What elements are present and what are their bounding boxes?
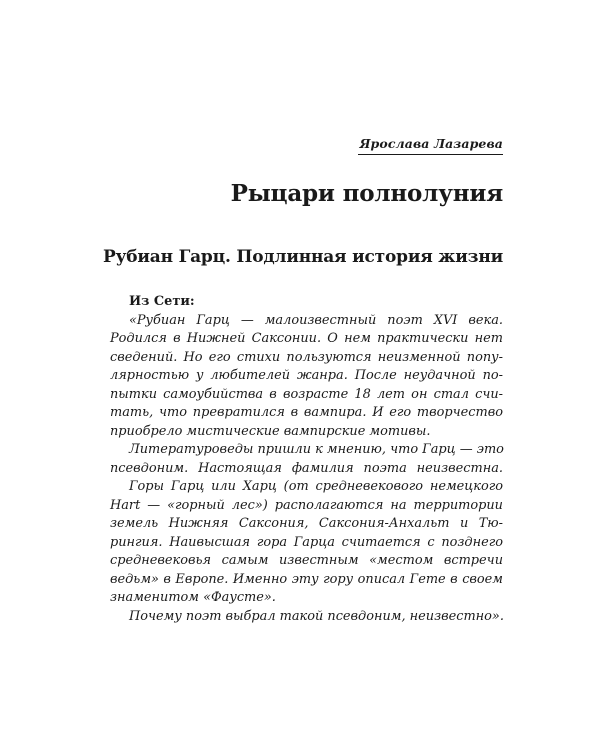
book-title: Рыцари полнолуния — [230, 180, 503, 207]
text-line: Литературоведы пришли к мнению, что Гарц — это — [129, 442, 504, 457]
text-line: «Рубиан Гарц — малоизвестный поэт XVI века. — [129, 312, 503, 328]
text-line: пытки самоубийства в возрасте 18 лет он стал счи- — [110, 386, 503, 402]
header-rule — [358, 154, 503, 155]
text-line: земель Нижняя Саксония, Саксония-Анхальт и Тю- — [110, 516, 503, 531]
text-line: приобрело мистические вампирские мотивы. — [110, 423, 431, 439]
text-line: знаменитом «Фаусте». — [110, 590, 276, 605]
author-name: Ярослава Лазарева — [359, 136, 503, 151]
text-line: средневековья самым известным «местом встречи — [110, 553, 503, 568]
text-line: Горы Гарц или Харц (от средневекового немецкого — [129, 479, 503, 494]
source-label: Из Сети: — [129, 294, 195, 309]
body-text — [110, 293, 503, 626]
text-line: тать, что превратился в вампира. И его творчество — [110, 405, 503, 420]
text-line: ведьм» в Европе. Именно эту гору описал Гете в своем — [110, 571, 503, 587]
text-line: лярностью у любителей жанра. После неудачной по- — [110, 368, 503, 383]
text-line: Почему поэт выбрал такой псевдоним, неизвестно». — [129, 608, 504, 624]
text-line: псевдоним. Настоящая фамилия поэта неизвестна. — [110, 460, 503, 476]
text-line: Родился в Нижней Саксонии. О нем практически нет — [110, 331, 503, 346]
paragraph — [110, 441, 503, 478]
text-line: сведений. Но его стихи пользуются неизменной попу- — [110, 349, 503, 365]
text-line: рингия. Наивысшая гора Гарца считается с позднего — [110, 534, 503, 550]
running-header — [358, 136, 503, 155]
text-line: Hart — «горный лес») располагаются на территории — [110, 497, 503, 513]
paragraph — [110, 312, 503, 442]
paragraph — [110, 478, 503, 608]
chapter-title: Рубиан Гарц. Подлинная история жизни — [102, 247, 503, 267]
paragraph — [110, 608, 503, 627]
